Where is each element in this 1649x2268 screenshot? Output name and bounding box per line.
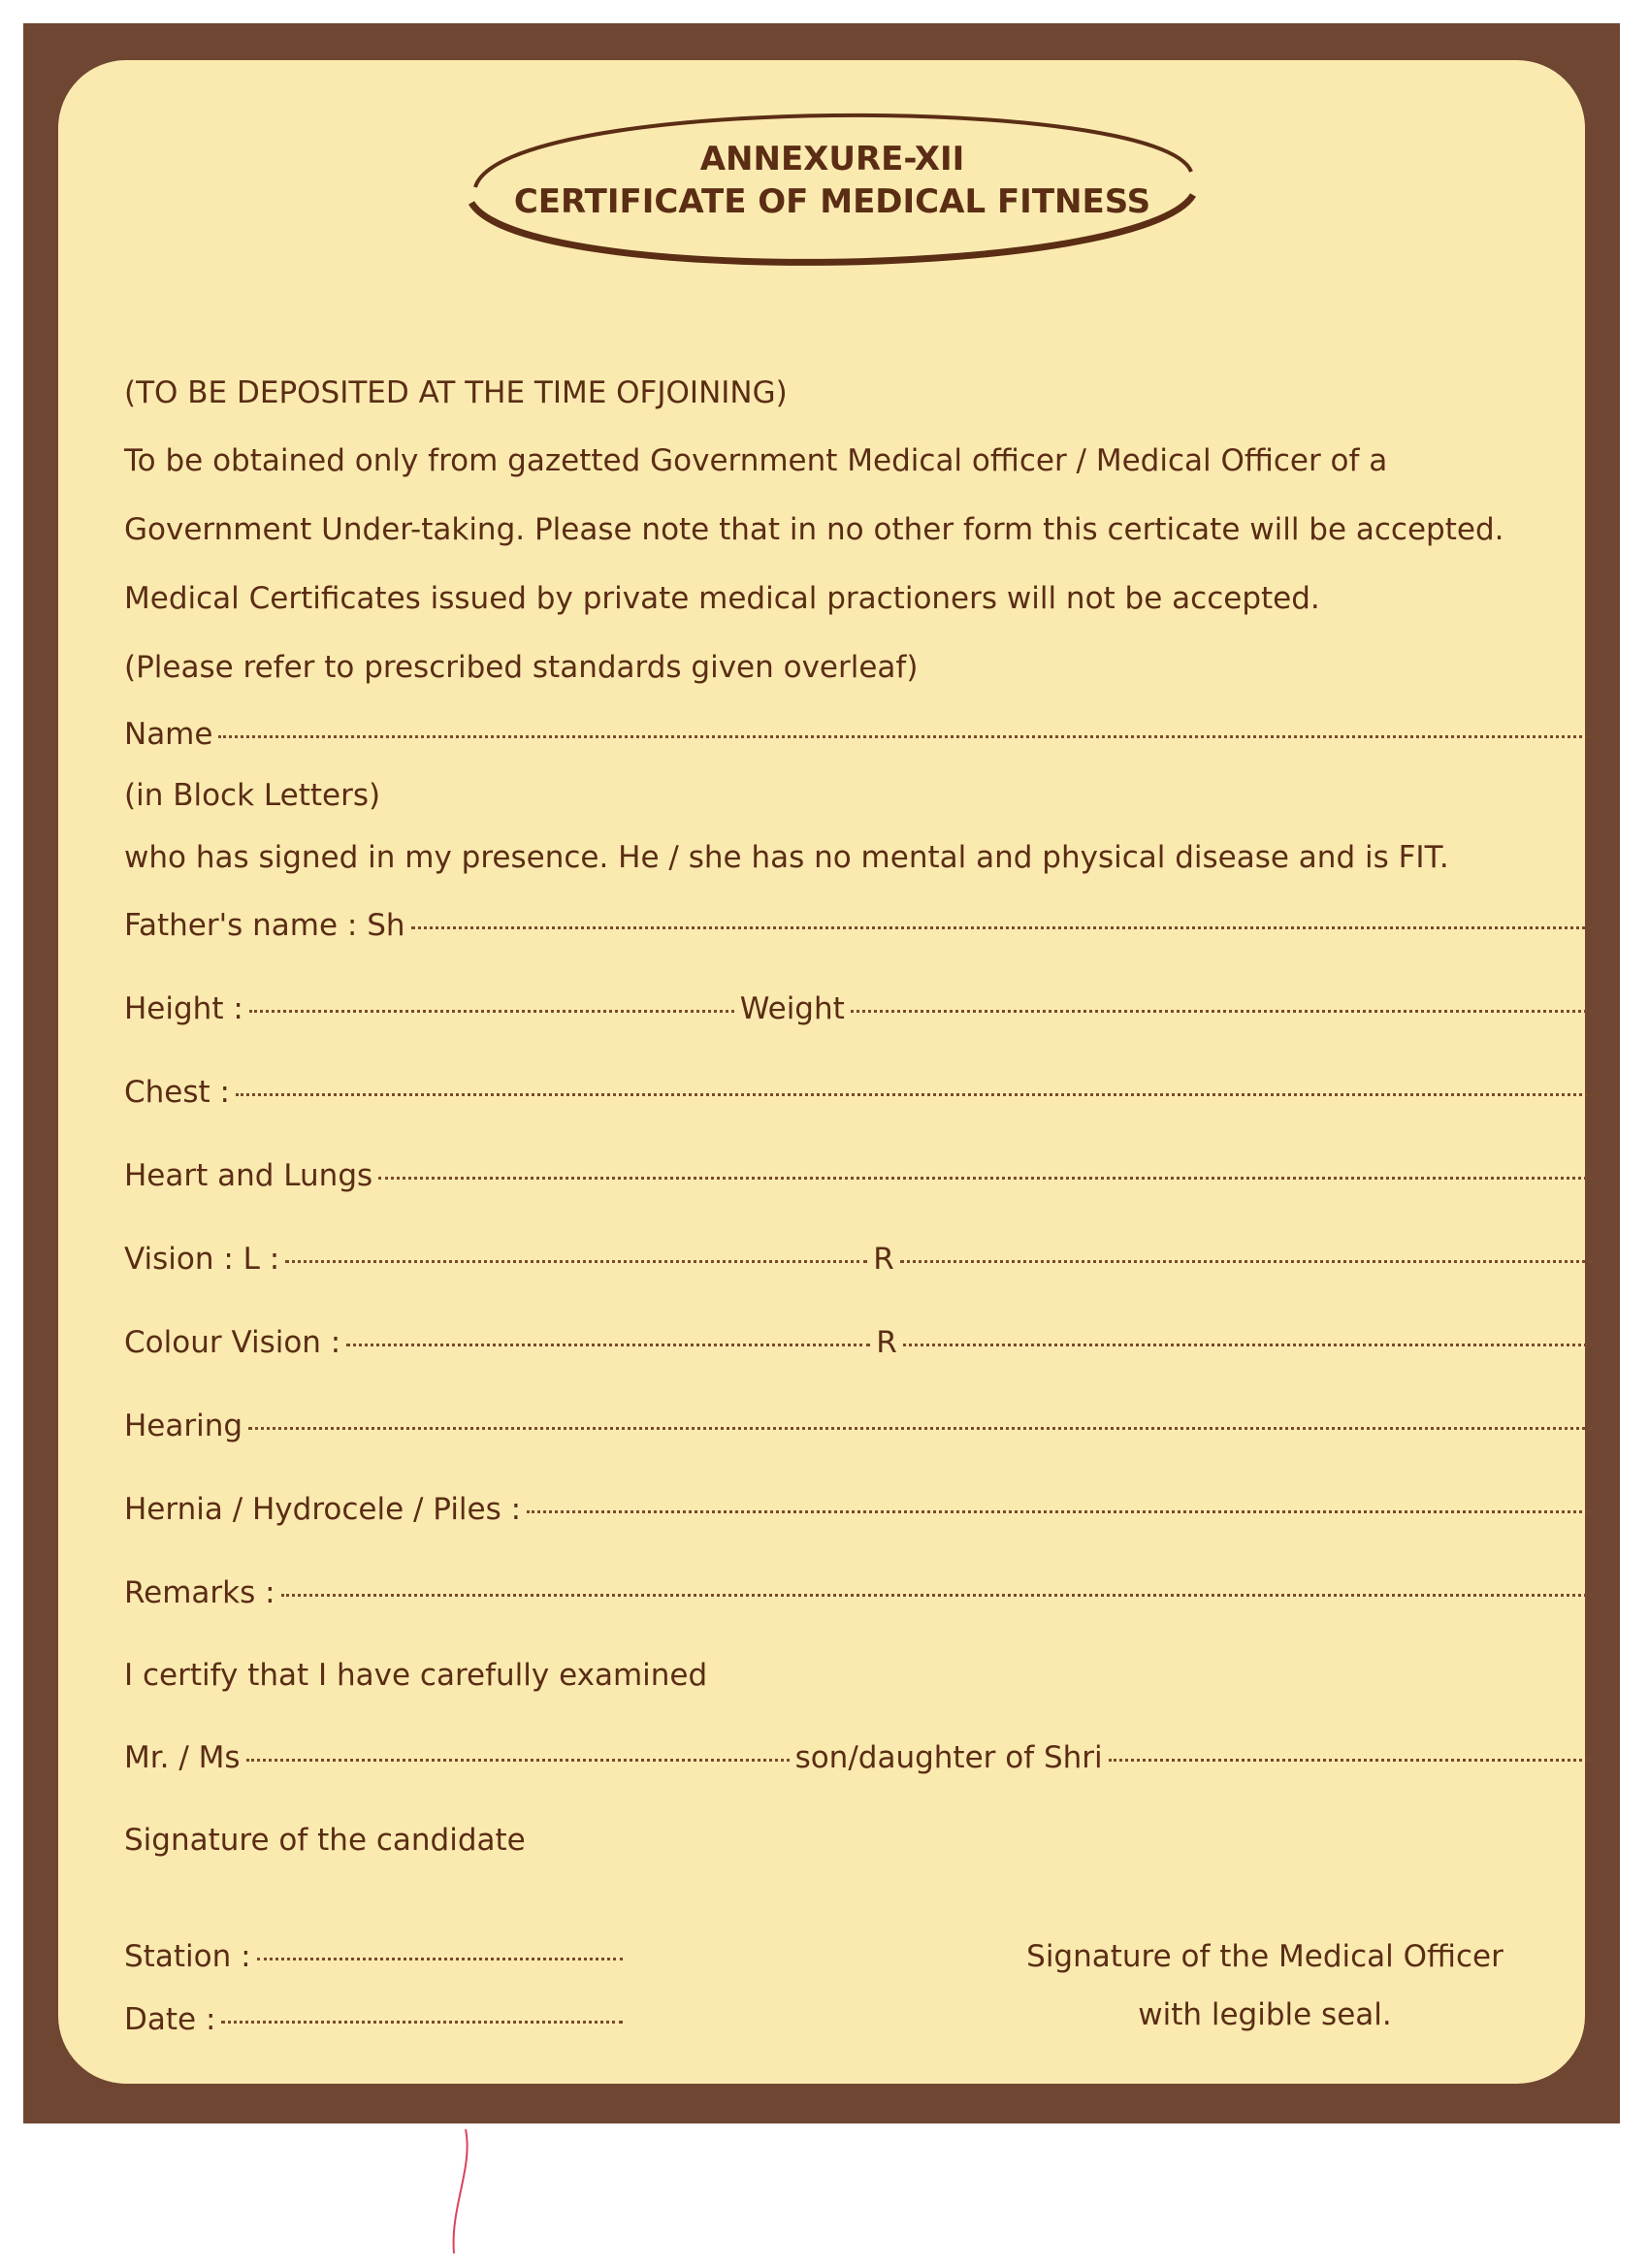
officer-seal-label: with legible seal.: [1138, 1997, 1392, 2032]
document-title: [464, 138, 1201, 223]
pen-mark: [446, 2129, 475, 2255]
intro-line-3: Medical Certificates issued by private medical practioners will not be accepted.: [124, 581, 1320, 616]
date-field[interactable]: [124, 2002, 629, 2037]
father-name-field[interactable]: [124, 908, 1599, 943]
remarks-blank[interactable]: [281, 1594, 1593, 1597]
certificate-card: [58, 60, 1585, 2084]
vision-field[interactable]: [124, 1242, 1599, 1277]
height-label: Height :: [124, 991, 243, 1026]
block-letters-note: (in Block Letters): [124, 778, 381, 813]
medical-officer-signature: [1013, 1939, 1517, 2032]
colour-vision-right-blank[interactable]: [903, 1344, 1593, 1346]
weight-blank[interactable]: [851, 1010, 1593, 1013]
remarks-field[interactable]: [124, 1575, 1599, 1610]
heart-lungs-label: Heart and Lungs: [124, 1158, 373, 1193]
vision-left-blank[interactable]: [285, 1260, 867, 1263]
colour-vision-right-label: R: [876, 1325, 897, 1360]
vision-right-blank[interactable]: [900, 1260, 1593, 1263]
son-daughter-label: son/daughter of Shri: [794, 1740, 1103, 1775]
father-name-blank[interactable]: [411, 926, 1593, 929]
hearing-field[interactable]: [124, 1409, 1599, 1443]
colour-vision-left-blank[interactable]: [346, 1344, 870, 1346]
height-weight-field[interactable]: [124, 991, 1599, 1026]
station-label: Station :: [124, 1939, 251, 1974]
name-field[interactable]: [124, 717, 1599, 752]
station-field[interactable]: [124, 1939, 629, 1974]
date-label: Date :: [124, 2002, 216, 2037]
candidate-name-field[interactable]: [124, 1740, 1599, 1775]
hernia-label: Hernia / Hydrocele / Piles :: [124, 1492, 522, 1527]
height-blank[interactable]: [249, 1010, 734, 1013]
name-blank[interactable]: [218, 735, 1593, 738]
page-border: [23, 23, 1620, 2123]
intro-line-4: (Please refer to prescribed standards given overleaf): [124, 650, 919, 685]
parent-name-blank[interactable]: [1109, 1759, 1593, 1762]
date-blank[interactable]: [221, 2021, 623, 2024]
fitness-declaration: who has signed in my presence. He / she has no mental and physical disease and is FIT.: [124, 840, 1449, 875]
title-annexure: ANNEXURE-XII: [699, 140, 965, 178]
remarks-label: Remarks :: [124, 1575, 275, 1610]
officer-signature-label: Signature of the Medical Officer: [1026, 1939, 1504, 1974]
hernia-blank[interactable]: [527, 1510, 1593, 1513]
name-label: Name: [124, 717, 213, 752]
colour-vision-label: Colour Vision :: [124, 1325, 341, 1360]
title-certificate: CERTIFICATE OF MEDICAL FITNESS: [513, 182, 1151, 221]
hearing-blank[interactable]: [248, 1427, 1593, 1430]
certify-statement: I certify that I have carefully examined: [124, 1658, 708, 1693]
intro-line-2: Government Under-taking. Please note that in no other form this certicate will be accepted.: [124, 512, 1504, 547]
colour-vision-field[interactable]: [124, 1325, 1599, 1360]
station-blank[interactable]: [257, 1958, 623, 1960]
weight-label: Weight: [739, 991, 845, 1026]
chest-field[interactable]: [124, 1075, 1599, 1110]
mr-ms-label: Mr. / Ms: [124, 1740, 241, 1775]
hernia-field[interactable]: [124, 1492, 1599, 1527]
deposit-note: (TO BE DEPOSITED AT THE TIME OFJOINING): [124, 375, 788, 410]
hearing-label: Hearing: [124, 1409, 243, 1443]
chest-label: Chest :: [124, 1075, 230, 1110]
heart-lungs-blank[interactable]: [378, 1177, 1593, 1180]
intro-line-1: To be obtained only from gazetted Government Medical officer / Medical Officer of a: [124, 443, 1388, 478]
chest-blank[interactable]: [236, 1093, 1593, 1096]
candidate-signature-label: Signature of the candidate: [124, 1823, 526, 1858]
vision-left-label: Vision : L :: [124, 1242, 280, 1277]
heart-lungs-field[interactable]: [124, 1158, 1599, 1193]
candidate-name-blank[interactable]: [246, 1759, 790, 1762]
vision-right-label: R: [873, 1242, 894, 1277]
father-name-label: Father's name : Sh: [124, 908, 405, 943]
